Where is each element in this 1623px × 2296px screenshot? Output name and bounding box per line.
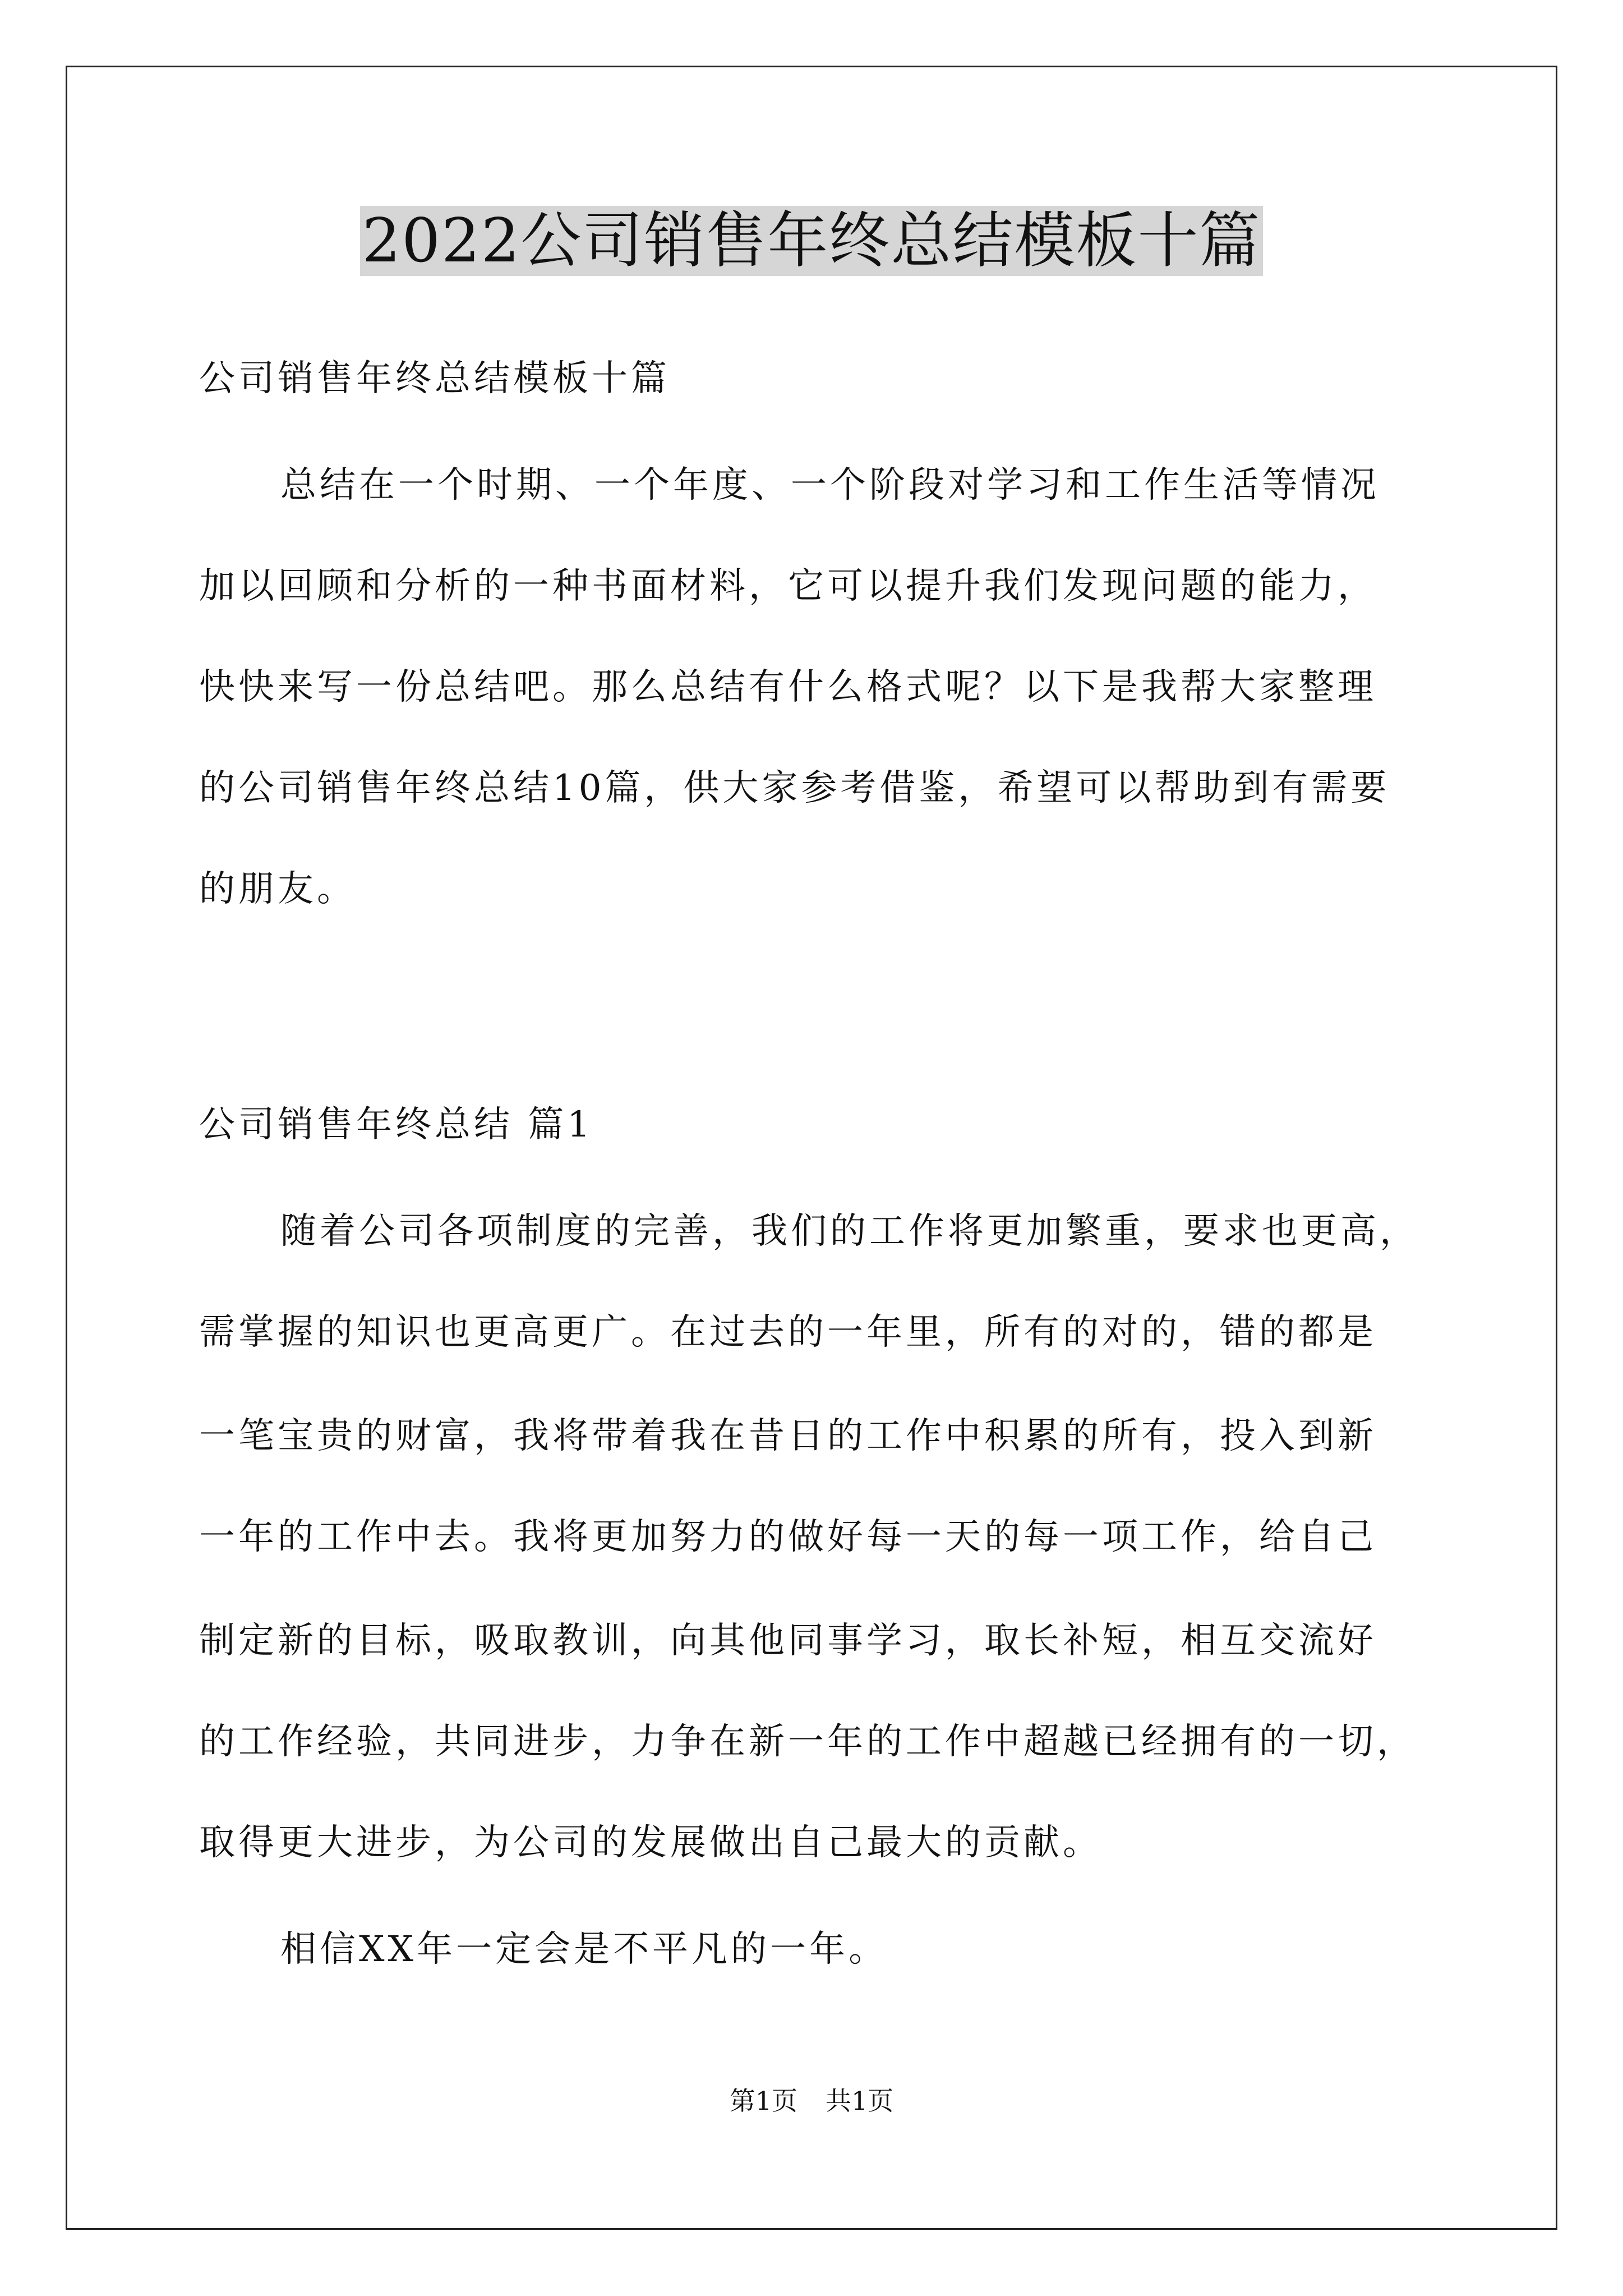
intro-line-4: 的公司销售年终总结10篇，供大家参考借鉴，希望可以帮助到有需要: [199, 767, 1390, 809]
page-number-total: 共1页: [826, 2086, 894, 2116]
document-title: [0, 199, 1623, 283]
intro-line-3: 快快来写一份总结吧。那么总结有什么格式呢？以下是我帮大家整理: [199, 666, 1377, 708]
section-1-line-7: 取得更大进步，为公司的发展做出自己最大的贡献。: [199, 1822, 1102, 1864]
section-1-line-5: 制定新的目标，吸取教训，向其他同事学习，取长补短，相互交流好: [199, 1620, 1377, 1662]
document-title-text: 2022公司销售年终总结模板十篇: [360, 206, 1264, 276]
intro-line-1: 总结在一个时期、一个年度、一个阶段对学习和工作生活等情况: [280, 464, 1380, 506]
page-footer: [0, 2084, 1623, 2118]
intro-line-5: 的朋友。: [199, 868, 356, 910]
page-number-current: 第1页: [729, 2086, 797, 2116]
section-1-line-4: 一年的工作中去。我将更加努力的做好每一天的每一项工作，给自己: [199, 1516, 1377, 1558]
document-subtitle: 公司销售年终总结模板十篇: [199, 358, 670, 399]
intro-line-2: 加以回顾和分析的一种书面材料，它可以提升我们发现问题的能力，: [199, 565, 1377, 607]
section-1-closing: 相信XX年一定会是不平凡的一年。: [280, 1929, 888, 1970]
section-1-line-6: 的工作经验，共同进步，力争在新一年的工作中超越已经拥有的一切，: [199, 1721, 1416, 1763]
section-1-line-3: 一笔宝贵的财富，我将带着我在昔日的工作中积累的所有，投入到新: [199, 1415, 1377, 1457]
section-1-line-2: 需掌握的知识也更高更广。在过去的一年里，所有的对的，错的都是: [199, 1312, 1377, 1353]
section-1-line-1: 随着公司各项制度的完善，我们的工作将更加繁重，要求也更高，: [280, 1211, 1419, 1252]
section-1-heading: 公司销售年终总结 篇1: [199, 1104, 594, 1145]
